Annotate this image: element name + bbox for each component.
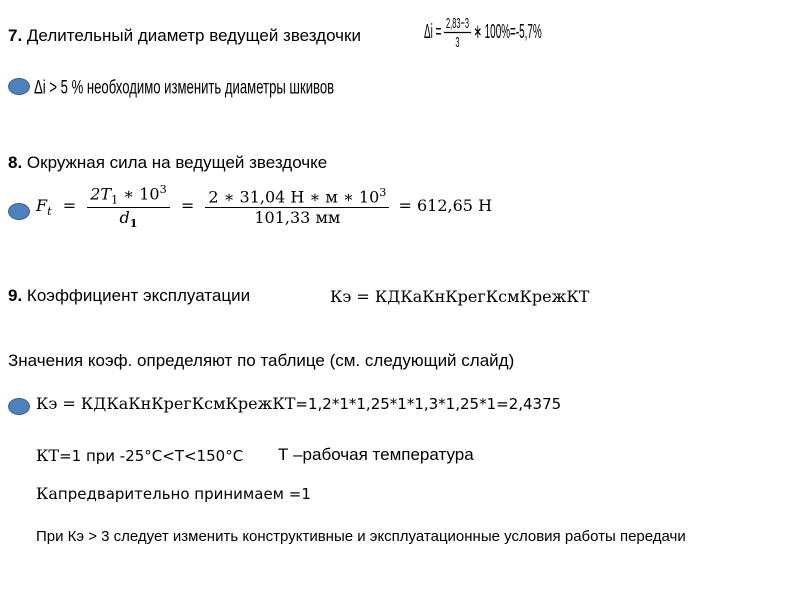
- section-9-number: 9.: [8, 286, 23, 305]
- section-7-number: 7.: [8, 26, 23, 45]
- section-7-heading: [8, 26, 361, 46]
- equals-sign: =: [180, 196, 195, 216]
- delta-i-formula: [424, 14, 614, 66]
- section-9-heading: [8, 286, 250, 306]
- section-7-title: Делительный диаметр ведущей звездочки: [22, 26, 361, 45]
- bullet-marker: [8, 203, 30, 220]
- force-result: = 612,65 Н: [398, 196, 493, 216]
- bullet-marker: [8, 78, 30, 95]
- delta-i-lhs: Δi =: [424, 21, 442, 43]
- bullet-marker: [8, 398, 30, 415]
- delta-i-rhs: ∗ 100%=-5,7%: [473, 21, 542, 43]
- ka-assumption: предварительно принимаем =1: [57, 485, 311, 503]
- circumferential-force-formula: [36, 183, 492, 231]
- operation-coefficient-formula: Кэ = КДКаКнКрегКсмКрежКТ: [330, 287, 590, 306]
- equals-sign: =: [62, 196, 77, 216]
- delta-i-denominator: 3: [455, 33, 460, 51]
- diameter-change-note: Δi > 5 % необходимо изменить диаметры шкивов: [34, 78, 335, 99]
- delta-i-numerator: 2,83−3: [446, 14, 469, 32]
- kt-condition: =1 при -25°С<Т<150°С: [59, 447, 244, 465]
- kt-symbol: КТ: [36, 446, 60, 465]
- section-8-heading: [8, 153, 327, 173]
- ka-definition: [36, 484, 311, 503]
- force-fraction-numeric: $\frac{2 ∗ 31,04 Н ∗ м ∗ 10^3}{101,33 мм}$: [205, 186, 389, 227]
- calculation-result: =1,2*1*1,25*1*1,3*1,25*1=2,4375: [295, 395, 562, 413]
- section-8-title: Окружная сила на ведущей звездочке: [22, 153, 328, 172]
- section-8-number: 8.: [8, 153, 23, 172]
- temperature-definition: Т –рабочая температура: [278, 445, 474, 464]
- kt-definition: [36, 446, 243, 465]
- ka-symbol: Ка: [36, 484, 58, 503]
- footer-note: При Кэ > 3 следует изменить конструктивные и эксплуатационные условия работы передачи: [36, 528, 686, 545]
- force-lhs: $F_t$: [36, 196, 52, 219]
- table-reference-text: Значения коэф. определяют по таблице (см. следующий слайд): [8, 351, 515, 370]
- force-fraction-symbolic: $\frac{2T_1 ∗ 10^3}{d_1}$: [87, 183, 170, 231]
- calculation-symbols: Кэ = КДКаКнКрегКсмКрежКТ: [36, 394, 296, 413]
- delta-i-fraction: [444, 14, 471, 50]
- coefficient-calculation: [36, 394, 561, 414]
- section-9-title: Коэффициент эксплуатации: [22, 286, 251, 305]
